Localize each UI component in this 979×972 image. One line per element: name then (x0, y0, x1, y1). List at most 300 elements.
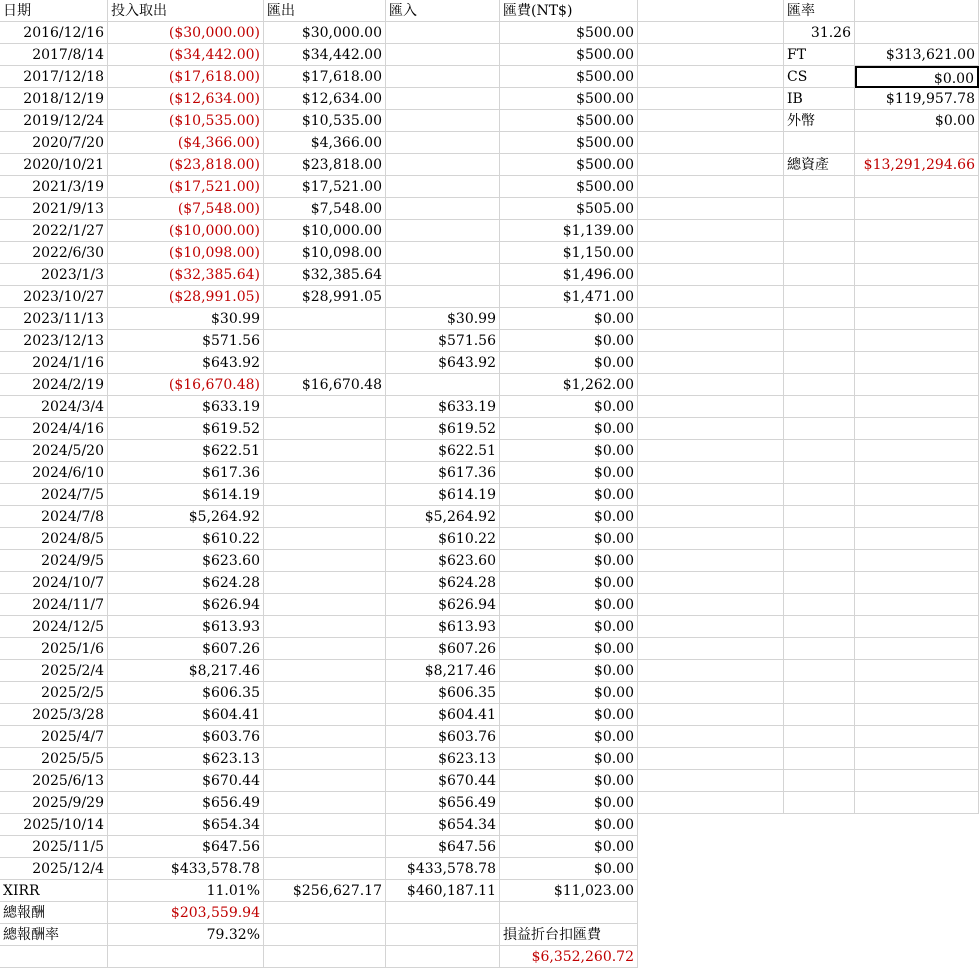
invest-cell[interactable]: $623.13 (108, 748, 264, 770)
cell-empty[interactable] (784, 484, 855, 506)
remit-in-cell[interactable]: $8,217.46 (386, 660, 500, 682)
remit-in-cell[interactable]: $647.56 (386, 836, 500, 858)
cell-empty[interactable] (264, 924, 386, 946)
invest-cell[interactable]: $656.49 (108, 792, 264, 814)
fee-cell[interactable]: $0.00 (500, 550, 638, 572)
remit-in-cell[interactable]: $622.51 (386, 440, 500, 462)
invest-cell[interactable]: $619.52 (108, 418, 264, 440)
remit-out-cell[interactable] (264, 440, 386, 462)
cell-empty[interactable] (638, 616, 784, 638)
cell-empty[interactable] (638, 440, 784, 462)
fee-cell[interactable]: $0.00 (500, 726, 638, 748)
remit-out-cell[interactable]: $10,000.00 (264, 220, 386, 242)
cell-empty[interactable] (638, 682, 784, 704)
date-cell[interactable]: 2024/4/16 (0, 418, 108, 440)
invest-cell[interactable]: ($32,385.64) (108, 264, 264, 286)
remit-out-cell[interactable]: $17,521.00 (264, 176, 386, 198)
header-remit-in[interactable]: 匯入 (386, 0, 500, 22)
date-cell[interactable]: 2024/10/7 (0, 572, 108, 594)
remit-out-cell[interactable]: $4,366.00 (264, 132, 386, 154)
cell-empty[interactable] (784, 638, 855, 660)
invest-cell[interactable]: $8,217.46 (108, 660, 264, 682)
cell-empty[interactable] (0, 946, 108, 968)
cell-empty[interactable] (784, 792, 855, 814)
cell-empty[interactable] (638, 484, 784, 506)
cell-empty[interactable] (784, 418, 855, 440)
remit-in-cell[interactable] (386, 264, 500, 286)
cell-empty[interactable] (638, 0, 784, 22)
cell-empty[interactable] (855, 682, 979, 704)
fee-cell[interactable]: $1,471.00 (500, 286, 638, 308)
cell-empty[interactable] (784, 330, 855, 352)
remit-out-cell[interactable] (264, 396, 386, 418)
cell-empty[interactable] (638, 374, 784, 396)
invest-cell[interactable]: $433,578.78 (108, 858, 264, 880)
remit-in-cell[interactable] (386, 44, 500, 66)
cell-empty[interactable] (638, 770, 784, 792)
cell-empty[interactable] (855, 506, 979, 528)
cell-empty[interactable] (855, 638, 979, 660)
fee-cell[interactable]: $500.00 (500, 44, 638, 66)
remit-out-cell[interactable] (264, 462, 386, 484)
remit-out-cell[interactable] (264, 484, 386, 506)
invest-cell[interactable]: ($16,670.48) (108, 374, 264, 396)
cell-empty[interactable] (855, 792, 979, 814)
date-cell[interactable]: 2025/1/6 (0, 638, 108, 660)
remit-out-cell[interactable]: $32,385.64 (264, 264, 386, 286)
remit-in-cell[interactable]: $604.41 (386, 704, 500, 726)
fee-cell[interactable]: $0.00 (500, 352, 638, 374)
remit-in-cell[interactable]: $610.22 (386, 528, 500, 550)
cell-empty[interactable] (855, 704, 979, 726)
cell-empty[interactable] (784, 220, 855, 242)
cell-empty[interactable] (855, 418, 979, 440)
cell-empty[interactable] (855, 308, 979, 330)
xirr-value[interactable]: 11.01% (108, 880, 264, 902)
cell-empty[interactable] (784, 198, 855, 220)
cell-empty[interactable] (855, 264, 979, 286)
cell-empty[interactable] (855, 528, 979, 550)
remit-out-cell[interactable]: $17,618.00 (264, 66, 386, 88)
account-value[interactable]: $119,957.78 (855, 88, 979, 110)
remit-in-cell[interactable] (386, 154, 500, 176)
cell-empty[interactable] (784, 682, 855, 704)
remit-in-cell[interactable] (386, 110, 500, 132)
invest-cell[interactable]: ($28,991.05) (108, 286, 264, 308)
cell-empty[interactable] (638, 66, 784, 88)
cell-empty[interactable] (784, 506, 855, 528)
remit-in-cell[interactable]: $607.26 (386, 638, 500, 660)
rate-value[interactable]: 31.26 (784, 22, 855, 44)
cell-empty[interactable] (638, 242, 784, 264)
date-cell[interactable]: 2025/2/5 (0, 682, 108, 704)
remit-out-cell[interactable]: $16,670.48 (264, 374, 386, 396)
cell-empty[interactable] (386, 902, 500, 924)
invest-cell[interactable]: $603.76 (108, 726, 264, 748)
invest-cell[interactable]: ($10,098.00) (108, 242, 264, 264)
cell-empty[interactable] (638, 44, 784, 66)
remit-out-cell[interactable] (264, 792, 386, 814)
date-cell[interactable]: 2019/12/24 (0, 110, 108, 132)
date-cell[interactable]: 2023/12/13 (0, 330, 108, 352)
account-value[interactable]: $0.00 (855, 110, 979, 132)
remit-in-cell[interactable]: $643.92 (386, 352, 500, 374)
remit-out-cell[interactable] (264, 550, 386, 572)
remit-in-cell[interactable]: $30.99 (386, 308, 500, 330)
invest-cell[interactable]: $622.51 (108, 440, 264, 462)
remit-in-cell[interactable] (386, 88, 500, 110)
date-cell[interactable]: 2021/9/13 (0, 198, 108, 220)
date-cell[interactable]: 2025/3/28 (0, 704, 108, 726)
cell-empty[interactable] (784, 550, 855, 572)
date-cell[interactable]: 2024/8/5 (0, 528, 108, 550)
invest-cell[interactable]: $613.93 (108, 616, 264, 638)
cell-empty[interactable] (638, 660, 784, 682)
cell-empty[interactable] (638, 176, 784, 198)
date-cell[interactable]: 2020/7/20 (0, 132, 108, 154)
cell-empty[interactable] (784, 308, 855, 330)
cell-empty[interactable] (855, 594, 979, 616)
cell-empty[interactable] (638, 220, 784, 242)
remit-in-cell[interactable]: $670.44 (386, 770, 500, 792)
xirr-label[interactable]: XIRR (0, 880, 108, 902)
fee-cell[interactable]: $0.00 (500, 660, 638, 682)
cell-empty[interactable] (784, 660, 855, 682)
remit-in-cell[interactable] (386, 176, 500, 198)
remit-in-cell[interactable]: $633.19 (386, 396, 500, 418)
cell-empty[interactable] (855, 22, 979, 44)
remit-in-cell[interactable]: $654.34 (386, 814, 500, 836)
fee-cell[interactable]: $505.00 (500, 198, 638, 220)
account-label[interactable]: IB (784, 88, 855, 110)
cell-empty[interactable] (264, 946, 386, 968)
date-cell[interactable]: 2024/6/10 (0, 462, 108, 484)
remit-in-cell[interactable] (386, 374, 500, 396)
fee-cell[interactable]: $0.00 (500, 748, 638, 770)
cell-empty[interactable] (784, 616, 855, 638)
invest-cell[interactable]: $5,264.92 (108, 506, 264, 528)
cell-empty[interactable] (638, 396, 784, 418)
date-cell[interactable]: 2025/4/7 (0, 726, 108, 748)
invest-cell[interactable]: $617.36 (108, 462, 264, 484)
remit-in-cell[interactable] (386, 66, 500, 88)
invest-cell[interactable]: ($17,618.00) (108, 66, 264, 88)
total-in[interactable]: $460,187.11 (386, 880, 500, 902)
cell-empty[interactable] (855, 572, 979, 594)
cell-empty[interactable] (855, 462, 979, 484)
cell-empty[interactable] (784, 726, 855, 748)
remit-out-cell[interactable]: $7,548.00 (264, 198, 386, 220)
cell-empty[interactable] (638, 726, 784, 748)
remit-in-cell[interactable]: $619.52 (386, 418, 500, 440)
fee-cell[interactable]: $0.00 (500, 704, 638, 726)
cell-empty[interactable] (784, 704, 855, 726)
invest-cell[interactable]: $606.35 (108, 682, 264, 704)
account-label[interactable]: FT (784, 44, 855, 66)
cell-empty[interactable] (638, 792, 784, 814)
fee-cell[interactable]: $500.00 (500, 22, 638, 44)
cell-empty[interactable] (855, 330, 979, 352)
fee-cell[interactable]: $0.00 (500, 638, 638, 660)
date-cell[interactable]: 2025/2/4 (0, 660, 108, 682)
fee-cell[interactable]: $0.00 (500, 616, 638, 638)
cell-empty[interactable] (784, 594, 855, 616)
fee-cell[interactable]: $0.00 (500, 770, 638, 792)
invest-cell[interactable]: $654.34 (108, 814, 264, 836)
date-cell[interactable]: 2024/7/8 (0, 506, 108, 528)
remit-in-cell[interactable] (386, 132, 500, 154)
invest-cell[interactable]: $610.22 (108, 528, 264, 550)
cell-empty[interactable] (638, 572, 784, 594)
fee-cell[interactable]: $1,496.00 (500, 264, 638, 286)
fee-cell[interactable]: $0.00 (500, 462, 638, 484)
remit-out-cell[interactable]: $34,442.00 (264, 44, 386, 66)
total-assets-label[interactable]: 總資產 (784, 154, 855, 176)
date-cell[interactable]: 2024/12/5 (0, 616, 108, 638)
total-assets-value[interactable]: $13,291,294.66 (855, 154, 979, 176)
date-cell[interactable]: 2017/8/14 (0, 44, 108, 66)
fee-cell[interactable]: $0.00 (500, 330, 638, 352)
account-value[interactable]: $313,621.00 (855, 44, 979, 66)
date-cell[interactable]: 2025/5/5 (0, 748, 108, 770)
cell-empty[interactable] (638, 462, 784, 484)
cell-empty[interactable] (784, 374, 855, 396)
cell-empty[interactable] (638, 110, 784, 132)
remit-in-cell[interactable]: $623.13 (386, 748, 500, 770)
cell-empty[interactable] (855, 660, 979, 682)
cell-empty[interactable] (638, 132, 784, 154)
remit-in-cell[interactable] (386, 242, 500, 264)
invest-cell[interactable]: ($12,634.00) (108, 88, 264, 110)
date-cell[interactable]: 2023/10/27 (0, 286, 108, 308)
cell-empty[interactable] (638, 286, 784, 308)
cell-empty[interactable] (108, 946, 264, 968)
header-fee[interactable]: 匯費(NT$) (500, 0, 638, 22)
cell-empty[interactable] (638, 528, 784, 550)
fee-cell[interactable]: $0.00 (500, 440, 638, 462)
remit-in-cell[interactable]: $433,578.78 (386, 858, 500, 880)
remit-out-cell[interactable] (264, 770, 386, 792)
fee-cell[interactable]: $0.00 (500, 682, 638, 704)
remit-in-cell[interactable]: $606.35 (386, 682, 500, 704)
fee-cell[interactable]: $0.00 (500, 814, 638, 836)
date-cell[interactable]: 2025/6/13 (0, 770, 108, 792)
cell-empty[interactable] (638, 154, 784, 176)
selected-cell[interactable]: $0.00 (855, 66, 979, 88)
cell-empty[interactable] (638, 704, 784, 726)
total-return-label[interactable]: 總報酬 (0, 902, 108, 924)
fee-cell[interactable]: $0.00 (500, 594, 638, 616)
cell-empty[interactable] (638, 22, 784, 44)
remit-in-cell[interactable] (386, 286, 500, 308)
fee-cell[interactable]: $0.00 (500, 506, 638, 528)
cell-empty[interactable] (784, 132, 855, 154)
date-cell[interactable]: 2024/1/16 (0, 352, 108, 374)
fee-cell[interactable]: $0.00 (500, 792, 638, 814)
cell-empty[interactable] (264, 902, 386, 924)
remit-in-cell[interactable]: $626.94 (386, 594, 500, 616)
date-cell[interactable]: 2021/3/19 (0, 176, 108, 198)
cell-empty[interactable] (855, 242, 979, 264)
cell-empty[interactable] (784, 286, 855, 308)
fee-cell[interactable]: $0.00 (500, 836, 638, 858)
invest-cell[interactable]: $607.26 (108, 638, 264, 660)
remit-out-cell[interactable] (264, 506, 386, 528)
cell-empty[interactable] (386, 924, 500, 946)
fee-cell[interactable]: $500.00 (500, 110, 638, 132)
date-cell[interactable]: 2022/1/27 (0, 220, 108, 242)
pnl-fee-value[interactable]: $6,352,260.72 (500, 946, 638, 968)
date-cell[interactable]: 2025/10/14 (0, 814, 108, 836)
fee-cell[interactable]: $1,150.00 (500, 242, 638, 264)
remit-in-cell[interactable]: $613.93 (386, 616, 500, 638)
remit-out-cell[interactable] (264, 726, 386, 748)
invest-cell[interactable]: ($23,818.00) (108, 154, 264, 176)
cell-empty[interactable] (784, 748, 855, 770)
cell-empty[interactable] (855, 726, 979, 748)
invest-cell[interactable]: $643.92 (108, 352, 264, 374)
invest-cell[interactable]: $604.41 (108, 704, 264, 726)
remit-in-cell[interactable]: $5,264.92 (386, 506, 500, 528)
remit-in-cell[interactable]: $571.56 (386, 330, 500, 352)
fee-cell[interactable]: $0.00 (500, 572, 638, 594)
cell-empty[interactable] (855, 616, 979, 638)
total-return-value[interactable]: $203,559.94 (108, 902, 264, 924)
cell-empty[interactable] (638, 638, 784, 660)
cell-empty[interactable] (855, 484, 979, 506)
cell-empty[interactable] (855, 198, 979, 220)
remit-out-cell[interactable]: $28,991.05 (264, 286, 386, 308)
date-cell[interactable]: 2024/3/4 (0, 396, 108, 418)
cell-empty[interactable] (784, 572, 855, 594)
fee-cell[interactable]: $500.00 (500, 176, 638, 198)
remit-out-cell[interactable]: $10,535.00 (264, 110, 386, 132)
cell-empty[interactable] (855, 132, 979, 154)
cell-empty[interactable] (855, 220, 979, 242)
date-cell[interactable]: 2018/12/19 (0, 88, 108, 110)
cell-empty[interactable] (855, 374, 979, 396)
header-rate[interactable]: 匯率 (784, 0, 855, 22)
remit-out-cell[interactable]: $10,098.00 (264, 242, 386, 264)
invest-cell[interactable]: ($10,535.00) (108, 110, 264, 132)
cell-empty[interactable] (855, 550, 979, 572)
remit-in-cell[interactable] (386, 220, 500, 242)
invest-cell[interactable]: ($17,521.00) (108, 176, 264, 198)
invest-cell[interactable]: $571.56 (108, 330, 264, 352)
remit-out-cell[interactable] (264, 616, 386, 638)
cell-empty[interactable] (784, 528, 855, 550)
invest-cell[interactable]: ($34,442.00) (108, 44, 264, 66)
remit-out-cell[interactable] (264, 418, 386, 440)
remit-in-cell[interactable]: $656.49 (386, 792, 500, 814)
fee-cell[interactable]: $500.00 (500, 154, 638, 176)
invest-cell[interactable]: ($10,000.00) (108, 220, 264, 242)
cell-empty[interactable] (638, 550, 784, 572)
remit-out-cell[interactable]: $23,818.00 (264, 154, 386, 176)
cell-empty[interactable] (386, 946, 500, 968)
remit-in-cell[interactable] (386, 22, 500, 44)
date-cell[interactable]: 2017/12/18 (0, 66, 108, 88)
cell-empty[interactable] (784, 770, 855, 792)
remit-out-cell[interactable] (264, 528, 386, 550)
date-cell[interactable]: 2025/12/4 (0, 858, 108, 880)
date-cell[interactable]: 2016/12/16 (0, 22, 108, 44)
cell-empty[interactable] (855, 176, 979, 198)
date-cell[interactable]: 2024/5/20 (0, 440, 108, 462)
cell-empty[interactable] (638, 264, 784, 286)
cell-empty[interactable] (855, 770, 979, 792)
remit-out-cell[interactable] (264, 814, 386, 836)
account-label[interactable]: CS (784, 66, 855, 88)
cell-empty[interactable] (784, 440, 855, 462)
return-rate-label[interactable]: 總報酬率 (0, 924, 108, 946)
pnl-fee-label[interactable]: 損益折台扣匯費 (500, 924, 638, 946)
remit-out-cell[interactable] (264, 858, 386, 880)
remit-out-cell[interactable] (264, 572, 386, 594)
invest-cell[interactable]: $30.99 (108, 308, 264, 330)
invest-cell[interactable]: $624.28 (108, 572, 264, 594)
date-cell[interactable]: 2022/6/30 (0, 242, 108, 264)
date-cell[interactable]: 2023/1/3 (0, 264, 108, 286)
cell-empty[interactable] (638, 594, 784, 616)
invest-cell[interactable]: ($7,548.00) (108, 198, 264, 220)
cell-empty[interactable] (784, 264, 855, 286)
remit-in-cell[interactable]: $614.19 (386, 484, 500, 506)
fee-cell[interactable]: $500.00 (500, 66, 638, 88)
return-rate-value[interactable]: 79.32% (108, 924, 264, 946)
invest-cell[interactable]: $626.94 (108, 594, 264, 616)
cell-empty[interactable] (638, 352, 784, 374)
cell-empty[interactable] (638, 748, 784, 770)
invest-cell[interactable]: ($4,366.00) (108, 132, 264, 154)
date-cell[interactable]: 2024/7/5 (0, 484, 108, 506)
cell-empty[interactable] (855, 396, 979, 418)
date-cell[interactable]: 2020/10/21 (0, 154, 108, 176)
remit-in-cell[interactable]: $617.36 (386, 462, 500, 484)
fee-cell[interactable]: $0.00 (500, 528, 638, 550)
remit-out-cell[interactable] (264, 748, 386, 770)
remit-out-cell[interactable] (264, 330, 386, 352)
remit-out-cell[interactable] (264, 638, 386, 660)
fee-cell[interactable]: $1,139.00 (500, 220, 638, 242)
remit-in-cell[interactable]: $623.60 (386, 550, 500, 572)
invest-cell[interactable]: $647.56 (108, 836, 264, 858)
fee-cell[interactable]: $0.00 (500, 484, 638, 506)
invest-cell[interactable]: $633.19 (108, 396, 264, 418)
remit-in-cell[interactable]: $624.28 (386, 572, 500, 594)
remit-out-cell[interactable] (264, 660, 386, 682)
cell-empty[interactable] (500, 902, 638, 924)
total-fee[interactable]: $11,023.00 (500, 880, 638, 902)
date-cell[interactable]: 2024/9/5 (0, 550, 108, 572)
cell-empty[interactable] (855, 286, 979, 308)
invest-cell[interactable]: $670.44 (108, 770, 264, 792)
cell-empty[interactable] (855, 352, 979, 374)
fee-cell[interactable]: $500.00 (500, 132, 638, 154)
cell-empty[interactable] (784, 462, 855, 484)
invest-cell[interactable]: ($30,000.00) (108, 22, 264, 44)
date-cell[interactable]: 2025/11/5 (0, 836, 108, 858)
remit-in-cell[interactable] (386, 198, 500, 220)
cell-empty[interactable] (855, 748, 979, 770)
invest-cell[interactable]: $623.60 (108, 550, 264, 572)
date-cell[interactable]: 2025/9/29 (0, 792, 108, 814)
remit-out-cell[interactable]: $12,634.00 (264, 88, 386, 110)
remit-out-cell[interactable] (264, 352, 386, 374)
fee-cell[interactable]: $0.00 (500, 858, 638, 880)
fee-cell[interactable]: $1,262.00 (500, 374, 638, 396)
cell-empty[interactable] (638, 198, 784, 220)
